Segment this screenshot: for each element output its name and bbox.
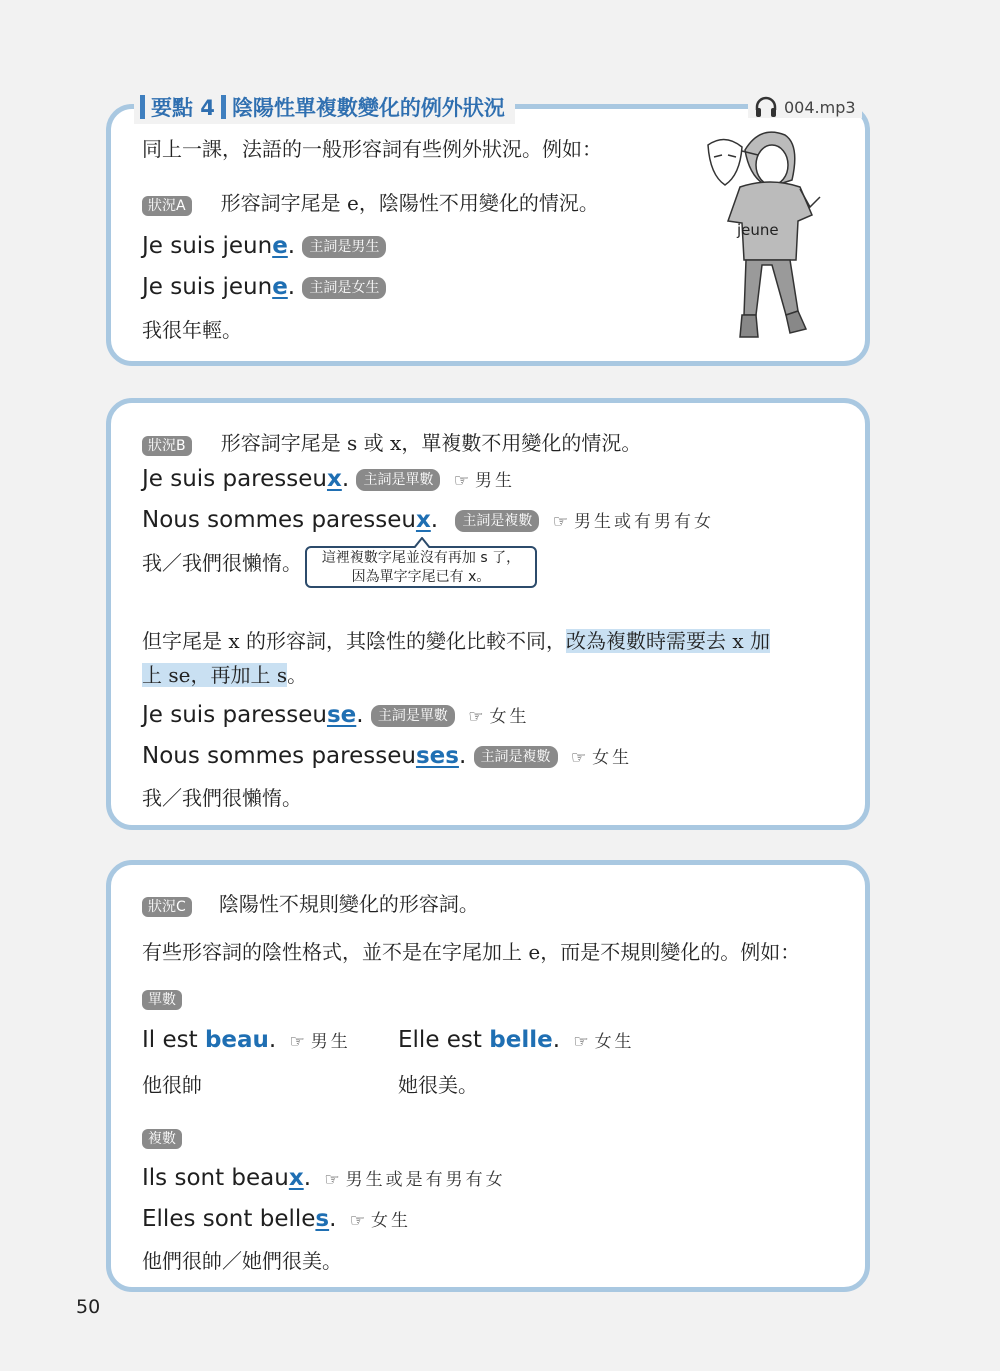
example-text: Nous sommes paresseu — [142, 743, 416, 769]
box2-example-3 — [142, 702, 529, 728]
header-bar-left — [140, 95, 145, 119]
example-period: . — [552, 1027, 560, 1053]
box2-example-2 — [142, 507, 714, 533]
subject-tag: 主詞是單數 — [356, 469, 440, 491]
case-b-tag: 狀況B — [142, 436, 192, 456]
example-highlight: ses — [415, 743, 459, 769]
singular-masculine-translation: 他很帥 — [142, 1073, 202, 1097]
tip-line-1: 這裡複數字尾並沒有再加 s 了， — [321, 550, 521, 566]
example-period: . — [303, 1165, 312, 1191]
paragraph-highlight: 改為複數時需要去 x 加 — [566, 629, 770, 653]
plural-tag: 複數 — [142, 1129, 182, 1149]
box1-case-row — [142, 187, 599, 216]
pointing-hand-icon: ☞ — [552, 512, 568, 532]
plural-masculine — [142, 1165, 506, 1191]
example-highlight: belle — [489, 1027, 553, 1053]
gender-note: 男生 — [310, 1032, 351, 1052]
gender-note: 男生 — [475, 471, 516, 491]
example-period: . — [430, 507, 439, 533]
pointing-hand-icon: ☞ — [570, 748, 587, 768]
example-highlight: beau — [204, 1027, 269, 1053]
pointing-hand-icon: ☞ — [289, 1032, 305, 1052]
subject-tag: 主詞是複數 — [455, 510, 539, 532]
example-text: Je suis paresseu — [142, 466, 327, 492]
box1-example-1 — [142, 233, 386, 259]
example-period: . — [287, 233, 296, 259]
box2-translation-1: 我／我們很懶惰。 — [142, 551, 302, 575]
paragraph-text: 但字尾是 x 的形容詞，其陰性的變化比較不同， — [142, 629, 566, 653]
box1-intro: 同上一課，法語的一般形容詞有些例外狀況。例如： — [142, 137, 602, 161]
gender-note: 女生 — [594, 1032, 635, 1052]
header-rule — [530, 105, 740, 109]
section-header — [134, 90, 515, 124]
case-b-text: 形容詞字尾是 s 或 x，單複數不用變化的情況。 — [220, 431, 642, 455]
pointing-hand-icon: ☞ — [324, 1170, 340, 1190]
example-text: Je suis paresseu — [142, 702, 327, 728]
audio-filename: 004.mp3 — [784, 97, 856, 117]
pointing-hand-icon: ☞ — [468, 707, 484, 727]
box3-translation: 他們很帥／她們很美。 — [142, 1249, 342, 1273]
example-highlight: se — [326, 702, 357, 728]
box2-example-4 — [142, 743, 632, 769]
audio-track[interactable] — [748, 96, 862, 118]
example-text: Elles sont belle — [142, 1206, 316, 1232]
example-period: . — [268, 1027, 277, 1053]
subject-tag: 主詞是女生 — [302, 277, 386, 299]
person-with-mask-illustration — [700, 125, 830, 345]
case-a-tag: 狀況A — [142, 196, 192, 216]
example-text: Je suis jeun — [142, 274, 273, 300]
example-highlight: x — [326, 466, 342, 492]
gender-note: 女生 — [370, 1211, 411, 1231]
gender-note: 女生 — [592, 748, 633, 768]
plural-feminine — [142, 1206, 411, 1232]
example-text: Il est — [142, 1027, 205, 1053]
example-text: Ils sont beau — [142, 1165, 289, 1191]
box1-translation: 我很年輕。 — [142, 318, 242, 342]
box3-case-row — [142, 888, 479, 917]
example-period: . — [356, 702, 364, 728]
box1-example-2 — [142, 274, 386, 300]
header-label: 要點 4 — [151, 96, 215, 120]
case-c-text: 陰陽性不規則變化的形容詞。 — [218, 892, 479, 916]
plural-row — [142, 1128, 182, 1148]
example-highlight: s — [315, 1206, 330, 1232]
tip-callout — [305, 546, 537, 588]
page-number: 50 — [76, 1296, 101, 1318]
example-period: . — [329, 1206, 337, 1232]
header-title: 陰陽性單複數變化的例外狀況 — [231, 96, 505, 120]
singular-feminine-translation: 她很美。 — [398, 1073, 478, 1097]
subject-tag: 主詞是複數 — [474, 746, 558, 768]
example-highlight: e — [272, 233, 288, 259]
pointing-hand-icon: ☞ — [453, 471, 470, 491]
example-period: . — [458, 743, 467, 769]
singular-feminine — [398, 1027, 635, 1053]
example-highlight: x — [415, 507, 431, 533]
shirt-label: jeune — [737, 221, 779, 239]
subject-tag: 主詞是男生 — [302, 236, 386, 258]
subject-tag: 主詞是單數 — [371, 705, 455, 727]
header-bar-right — [221, 95, 226, 119]
pointing-hand-icon: ☞ — [573, 1032, 589, 1052]
headphones-icon — [754, 96, 778, 118]
case-c-tag: 狀況C — [142, 897, 192, 917]
gender-note: 男生或有男有女 — [573, 512, 714, 532]
singular-row — [142, 989, 182, 1009]
example-highlight: x — [288, 1165, 304, 1191]
pointing-hand-icon: ☞ — [349, 1211, 365, 1231]
example-highlight: e — [272, 274, 288, 300]
example-text: Elle est — [398, 1027, 490, 1053]
example-period: . — [341, 466, 350, 492]
box2-example-1 — [142, 466, 515, 492]
box2-paragraph-line-2 — [142, 659, 307, 688]
singular-tag: 單數 — [142, 990, 182, 1010]
example-text: Je suis jeun — [142, 233, 273, 259]
example-period: . — [287, 274, 296, 300]
paragraph-text: 。 — [287, 663, 308, 687]
box3-intro: 有些形容詞的陰性格式，並不是在字尾加上 e，而是不規則變化的。例如： — [142, 940, 801, 964]
gender-note: 男生或是有男有女 — [345, 1170, 506, 1190]
paragraph-highlight: 上 se，再加上 s — [142, 663, 288, 687]
tip-line-2: 因為單字字尾已有 x。 — [351, 569, 491, 585]
box2-case-row — [142, 427, 641, 456]
singular-masculine — [142, 1027, 351, 1053]
gender-note: 女生 — [489, 707, 530, 727]
box2-translation-2: 我／我們很懶惰。 — [142, 786, 302, 810]
case-a-text: 形容詞字尾是 e，陰陽性不用變化的情況。 — [220, 191, 599, 215]
tip-pointer — [414, 537, 430, 548]
box2-paragraph-line-1 — [142, 625, 770, 654]
example-text: Nous sommes paresseu — [142, 507, 416, 533]
